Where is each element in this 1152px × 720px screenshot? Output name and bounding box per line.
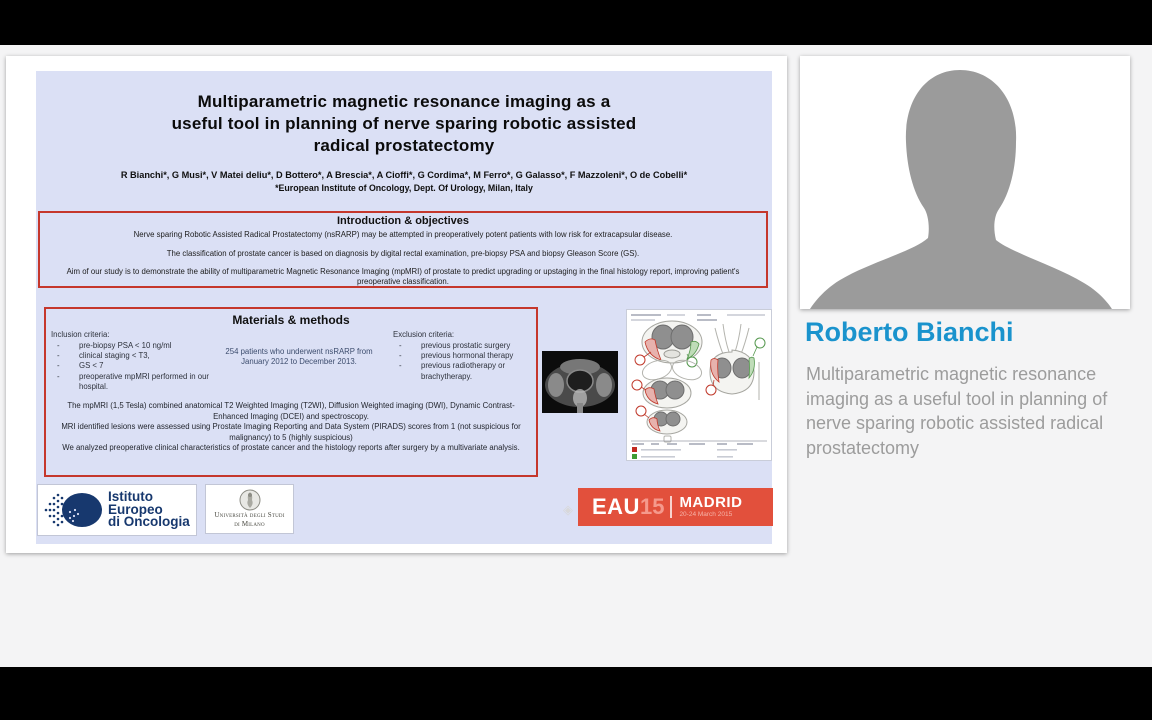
exclusion-item: - previous hormonal therapy	[393, 351, 535, 361]
intro-heading: Introduction & objectives	[336, 215, 469, 227]
poster-background	[36, 71, 772, 544]
unimi-logo-text	[214, 511, 284, 529]
intro-paragraph: Nerve sparing Robotic Assisted Radical Prostatectomy (nsRARP) may be attempted in preoperatively potent patients with low risk for extracapsular disease.	[133, 230, 673, 239]
exclusion-criteria	[393, 330, 535, 382]
eau-brand: EAU	[592, 494, 640, 519]
poster-authors: R Bianchi*, G Musi*, V Matei deliu*, D Bottero*, A Brescia*, A Cioffi*, G Cordima*, M Ferro*, G Galasso*, F Mazzoleni*, O de Cobelli*	[120, 170, 688, 180]
speaker-name: Roberto Bianchi	[805, 317, 1014, 347]
methods-heading: Materials & methods	[232, 313, 350, 327]
mri-axial-image	[542, 351, 618, 413]
watermark-diamond-icon: ◈	[563, 502, 573, 517]
inclusion-label: Inclusion criteria:	[51, 330, 110, 339]
inclusion-item: - preoperative mpMRI performed in our hospital.	[51, 372, 213, 392]
inclusion-item: - pre-biopsy PSA < 10 ng/ml	[51, 341, 213, 351]
ieo-text-line: Istituto	[108, 488, 153, 504]
poster-affiliation: *European Institute of Oncology, Dept. Of Urology, Milan, Italy	[275, 183, 533, 193]
poster-card	[6, 56, 787, 553]
eau-year: 15	[639, 494, 665, 519]
ieo-logo-text	[108, 488, 190, 530]
speaker-photo-card	[800, 56, 1130, 309]
eau-congress-logo	[578, 488, 773, 526]
intro-paragraph: The classification of prostate cancer is based on diagnosis by digital rectal examination, pre-biopsy PSA and biopsy Gleason Score (GS).	[166, 248, 640, 258]
eau-city: MADRID	[679, 494, 743, 512]
cohort-text: 254 patients who underwent nsRARP from January 2012 to December 2013.	[225, 347, 373, 367]
methods-paragraph: We analyzed preoperative clinical characteristics of prostate cancer and the histology reports after surgery by a multivariate analysis.	[62, 443, 520, 453]
unimi-emblem-icon	[239, 489, 261, 511]
methods-box	[44, 307, 538, 477]
unimi-text-line: Università degli Studi	[214, 511, 285, 520]
poster-title	[36, 91, 772, 157]
ieo-logo	[37, 484, 197, 536]
eau-divider	[670, 496, 672, 518]
unimi-text-line: di Milano	[234, 520, 265, 528]
exclusion-item: - previous radiotherapy or brachytherapy.	[393, 361, 535, 381]
speaker-description: Multiparametric magnetic resonance imaging as a useful tool in planning of nerve sparing robotic assisted radical prostatectomy	[806, 364, 1108, 458]
intro-box	[38, 211, 768, 288]
pirads-diagram-image	[626, 309, 772, 461]
methods-paragraph: MRI identified lesions were assessed using Prostate Imaging Reporting and Data System (PIRADS) scores from 1 (not suspicious for malignancy) to 5 (highly suspicious)	[61, 422, 521, 442]
pirads-diagram-graphic	[627, 310, 771, 460]
exclusion-item: - previous prostatic surgery	[393, 341, 535, 351]
ieo-text-line: Europeo	[108, 501, 163, 517]
person-silhouette-icon	[800, 56, 1130, 309]
intro-paragraph: Aim of our study is to demonstrate the ability of multiparametric Magnetic Resonance Imaging (mpMRI) of prostate to predict upgrading or upstaging in the final histology report, improving patient's preoperative classification.	[66, 267, 740, 287]
mri-axial-graphic	[542, 351, 618, 413]
content-area	[0, 45, 1152, 667]
methods-paragraph: The mpMRI (1,5 Tesla) combined anatomical T2 Weighted Imaging (T2WI), Diffusion Weighted imaging (DWI), Dynamic Contrast-Enhanced Imaging (DCEI) and spectroscopy.	[67, 401, 515, 421]
poster-title-line: radical prostatectomy	[313, 136, 495, 156]
ieo-text-line: di Oncologia	[108, 514, 190, 530]
unimi-logo	[205, 484, 294, 534]
exclusion-label: Exclusion criteria:	[393, 330, 455, 339]
inclusion-item: - GS < 7	[51, 361, 213, 371]
methods-detail-text	[52, 401, 530, 454]
inclusion-item: - clinical staging < T3,	[51, 351, 213, 361]
ieo-logo-mark-icon	[42, 488, 104, 532]
eau-dates: 20-24 March 2015	[679, 511, 733, 519]
poster-title-line: useful tool in planning of nerve sparing robotic assisted	[171, 114, 637, 134]
poster-title-line: Multiparametric magnetic resonance imaging as a	[197, 92, 611, 111]
inclusion-criteria	[51, 330, 213, 392]
